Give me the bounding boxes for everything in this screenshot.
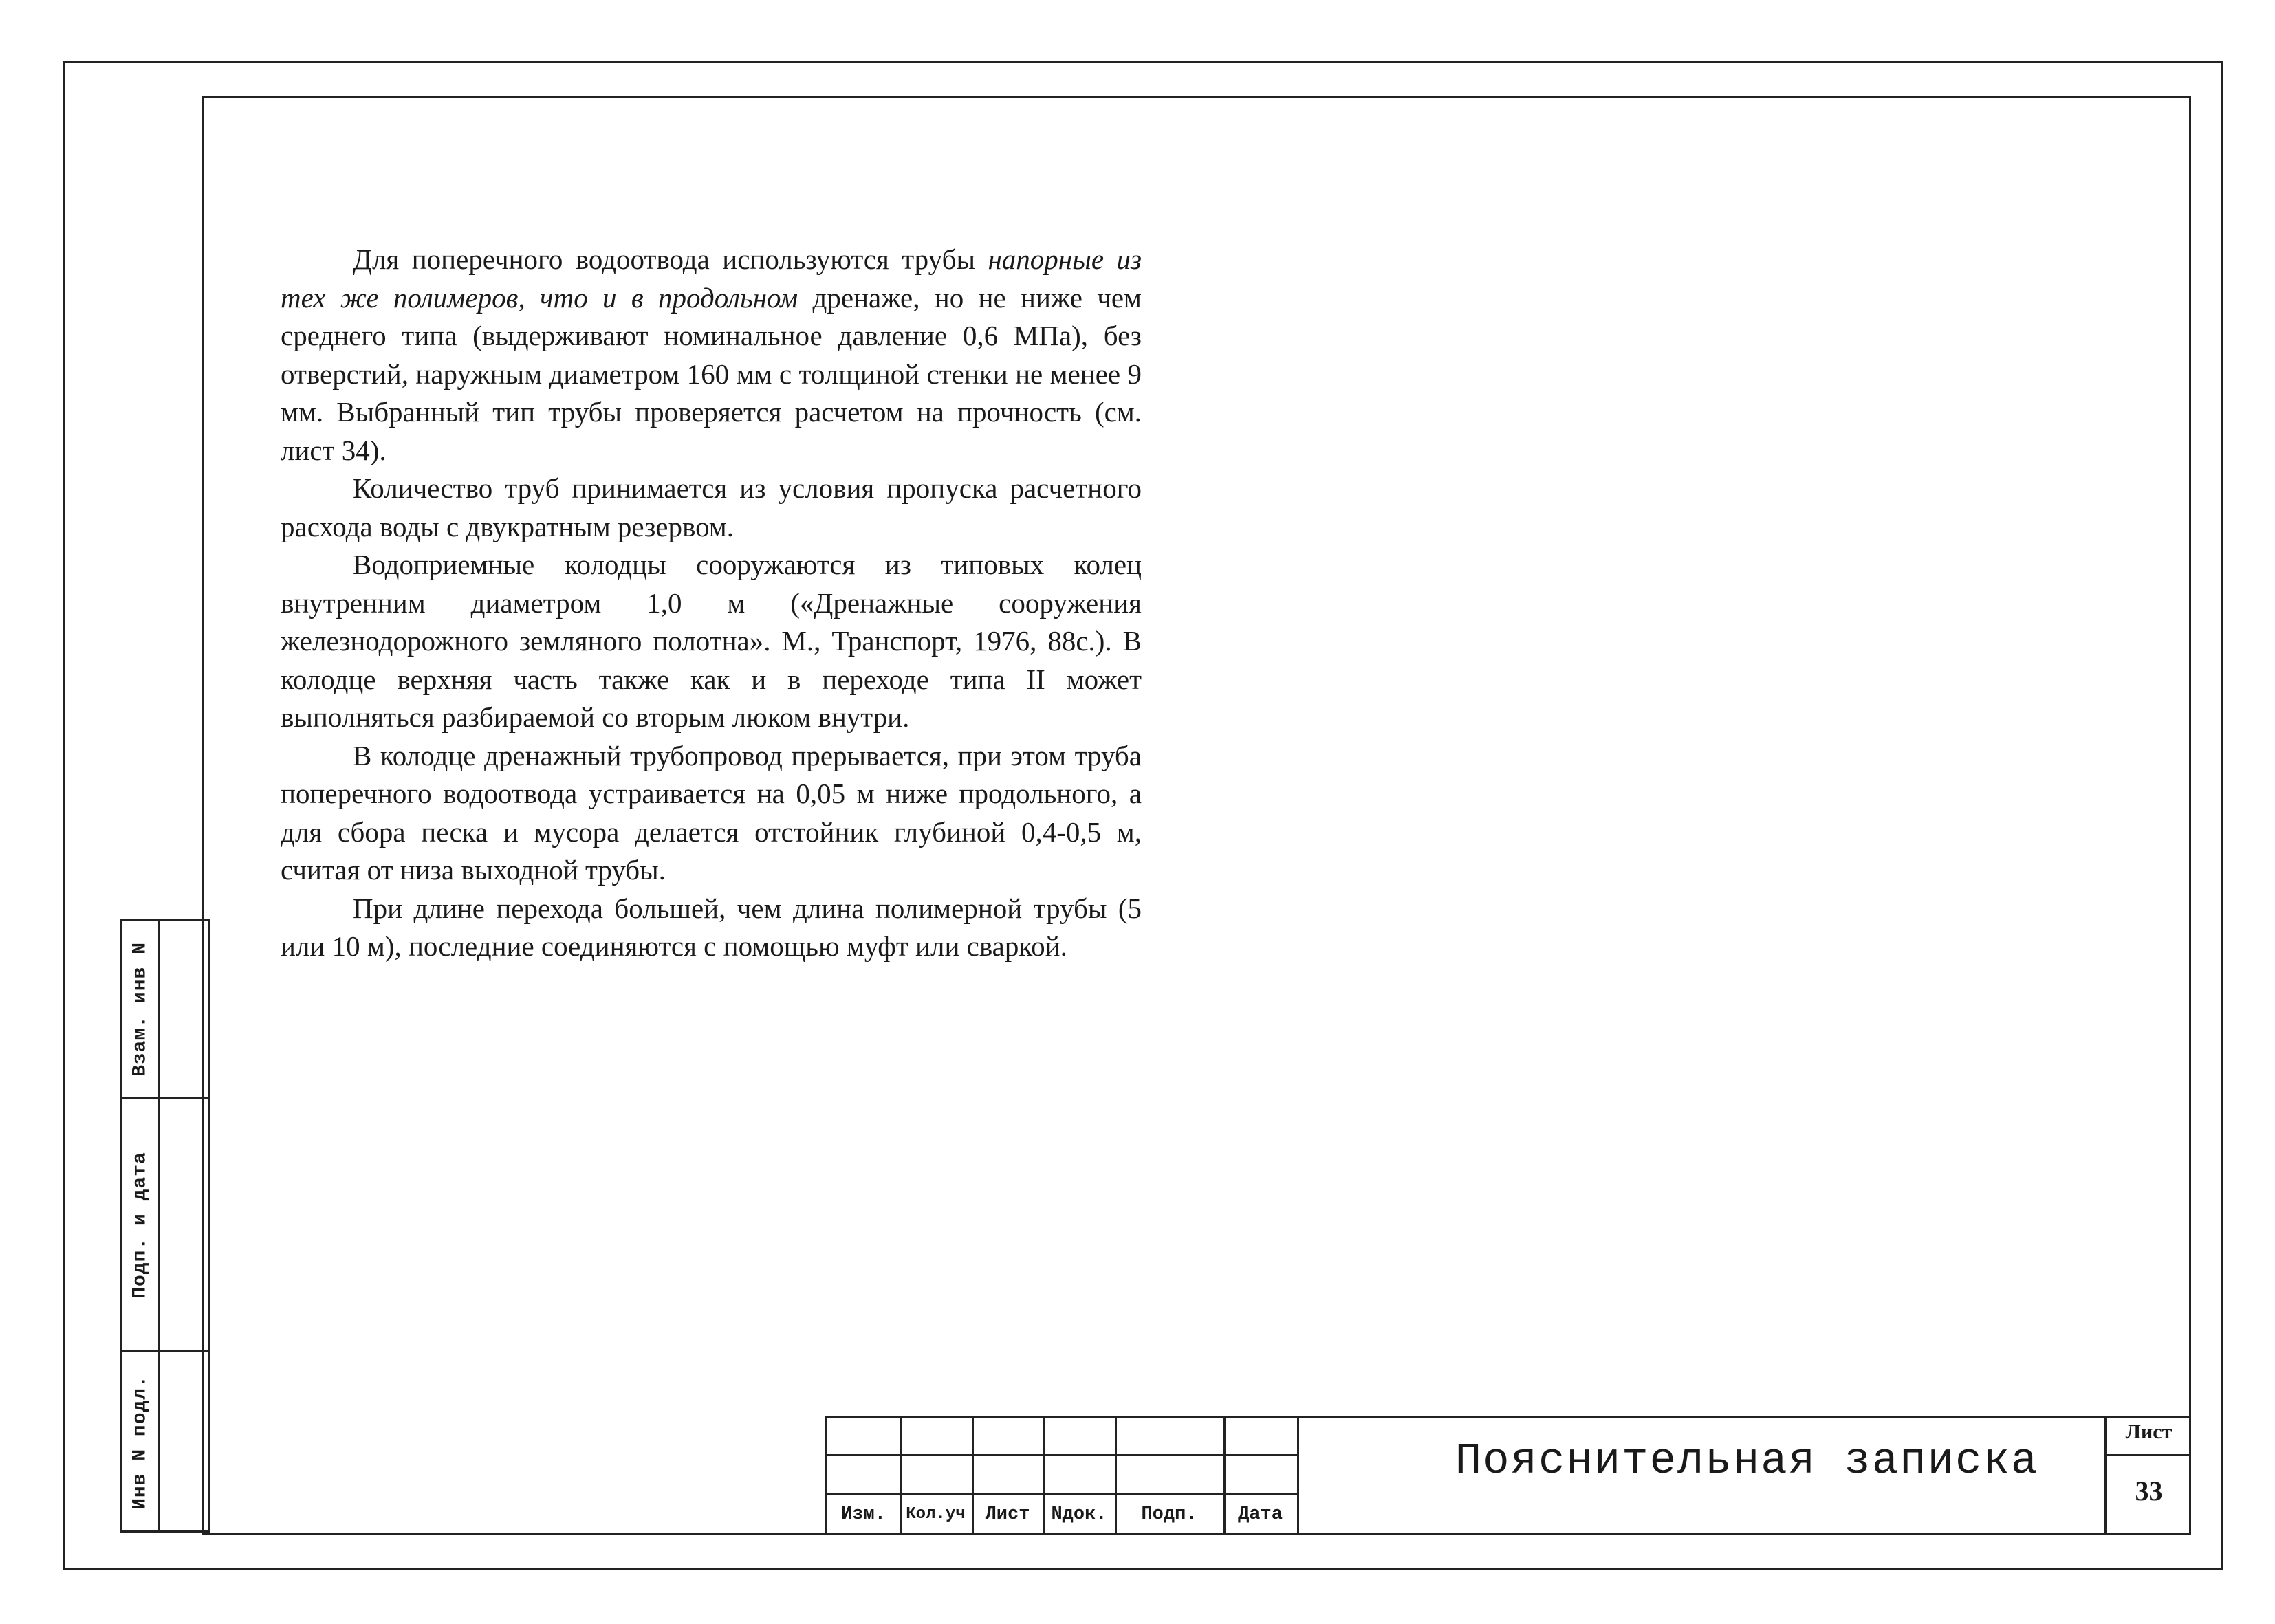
paragraph-5: При длине перехода большей, чем длина полимерной трубы (5 или 10 м), последние соединяются с помощью муфт или сваркой.: [281, 892, 1142, 962]
side-stamp-divider: [158, 921, 160, 1530]
paragraph-2: Количество труб принимается из условия пропуска расчетного расхода воды с двукратным резервом.: [281, 472, 1142, 542]
sheet-box: [2104, 1416, 2191, 1533]
header-podp: Подп.: [1141, 1504, 1197, 1525]
sheet-label: Лист: [2125, 1420, 2173, 1443]
header-kol-uch: Кол.уч: [906, 1505, 966, 1524]
stamp-label-sign-date: Подп. и дата: [129, 1151, 151, 1299]
side-stamp: [120, 919, 210, 1533]
stamp-cell-inv-replace: [122, 921, 158, 1097]
revision-table: [825, 1416, 1297, 1533]
header-ndok: Nдок.: [1051, 1504, 1107, 1525]
sheet-box-divider: [2107, 1454, 2191, 1456]
stamp-cell-inv-orig: [122, 1352, 158, 1533]
paragraph-3: Водоприемные колодцы сооружаются из типовых колец внутренним диаметром 1,0 м («Дренажные сооружения железнодорожного земляного полотна». М., Транспорт, 1976, 88с.). В колодце верхняя часть также как и в переходе типа II может выполняться разбираемой со вторым люком внутри.: [281, 549, 1142, 733]
header-list: Лист: [985, 1504, 1030, 1525]
stamp-label-inv-orig: Инв N подл.: [129, 1375, 151, 1510]
explanatory-text: [281, 241, 1142, 966]
paragraph-1: Для поперечного водоотвода используются трубы напорные из тех же полимеров, что и в продольном дренаже, но не ниже чем среднего типа (выдерживают номинальное давление 0,6 МПа), без отверстий, наружным диаметром 160 мм с толщиной стенки не менее 9 мм. Выбранный тип трубы проверяется расчетом на прочность (см. лист 34).: [281, 243, 1142, 466]
paragraph-4: В колодце дренажный трубопровод прерывается, при этом труба поперечного водоотвода устраивается на 0,05 м ниже продольного, а для сбора песка и мусора делается отстойник глубиной 0,4-0,5 м, считая от низа выходной трубы.: [281, 739, 1142, 886]
italic-phrase: напорные из тех же полимеров, что и в продольном: [281, 243, 1142, 314]
document-title: Пояснительная записка: [1455, 1437, 2039, 1486]
stamp-cell-sign-date: [122, 1099, 158, 1350]
header-izm: Изм.: [841, 1504, 886, 1525]
header-data: Дата: [1238, 1504, 1283, 1525]
grid-line: [827, 1454, 1297, 1456]
stamp-label-inv-replace: Взам. инв N: [129, 941, 151, 1077]
grid-line: [827, 1493, 1297, 1495]
sheet-number: 33: [2135, 1475, 2163, 1506]
